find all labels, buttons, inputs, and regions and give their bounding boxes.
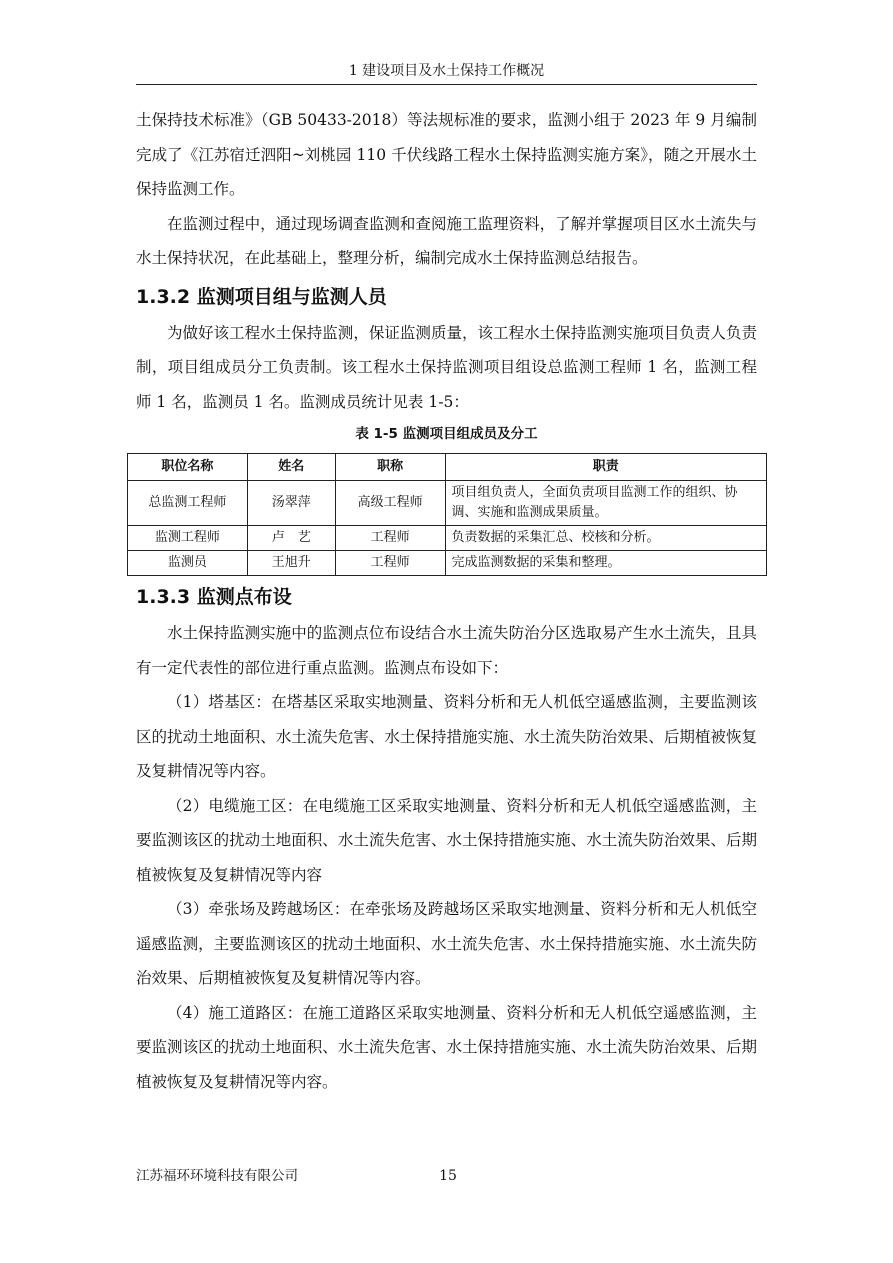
table-cell: 卢 艺 — [247, 526, 335, 551]
footer-company: 江苏福环环境科技有限公司 — [136, 1168, 298, 1184]
header-rule — [136, 84, 757, 85]
paragraph: 水土保持监测实施中的监测点位布设结合水土流失防治分区选取易产生水土流失，且具有一定代表性的部位进行重点监测。监测点布设如下： — [136, 624, 757, 677]
table-header-cell: 职责 — [445, 454, 766, 481]
paragraph: （1）塔基区：在塔基区采取实地测量、资料分析和无人机低空遥感监测，主要监测该区的扰动土地面积、水土流失危害、水土保持措施实施、水土流失防治效果、后期植被恢复及复耕情况等内容。 — [136, 693, 757, 780]
table-cell: 王旭升 — [247, 551, 335, 576]
paragraph: 为做好该工程水土保持监测，保证监测质量，该工程水土保持监测实施项目负责人负责制，项目组成员分工负责制。该工程水土保持监测项目组设总监测工程师 1 名，监测工程师 1 名，监测员 1 名。监测成员统计见表 1-5： — [136, 323, 757, 411]
paragraph: （3）牵张场及跨越场区：在牵张场及跨越场区采取实地测量、资料分析和无人机低空遥感监测，主要监测该区的扰动土地面积、水土流失危害、水土保持措施实施、水土流失防治效果、后期植被恢复及复耕情况等内容。 — [136, 900, 757, 987]
table-header-cell: 职位名称 — [128, 454, 248, 481]
table-cell: 高级工程师 — [335, 481, 445, 526]
table-header-cell: 姓名 — [247, 454, 335, 481]
table-row — [128, 526, 767, 551]
table-caption: 表 1-5 监测项目组成员及分工 — [355, 426, 538, 442]
table-cell: 完成监测数据的采集和整理。 — [445, 551, 766, 576]
section-heading-1-3-2: 1.3.2 监测项目组与监测人员 — [136, 285, 387, 308]
members-table — [127, 453, 767, 576]
section-heading-1-3-3: 1.3.3 监测点布设 — [136, 586, 292, 608]
table-cell: 工程师 — [335, 526, 445, 551]
table-cell: 监测员 — [128, 551, 248, 576]
table-row — [128, 481, 767, 526]
table-cell: 汤翠萍 — [247, 481, 335, 526]
table-cell: 监测工程师 — [128, 526, 248, 551]
paragraph: （4）施工道路区：在施工道路区采取实地测量、资料分析和无人机低空遥感监测，主要监测该区的扰动土地面积、水土流失危害、水土保持措施实施、水土流失防治效果、后期植被恢复及复耕情况等内容。 — [136, 1003, 757, 1091]
table-header-cell: 职称 — [335, 454, 445, 481]
page-number: 15 — [439, 1168, 457, 1184]
table-header-row — [128, 454, 767, 481]
page-content — [136, 103, 757, 1099]
table-cell: 总监测工程师 — [128, 481, 248, 526]
table-cell: 负责数据的采集汇总、校核和分析。 — [445, 526, 766, 551]
paragraph: 土保持技术标准》（GB 50433-2018）等法规标准的要求，监测小组于 2023 年 9 月编制完成了《江苏宿迁泗阳~刘桃园 110 千伏线路工程水土保持监测实施方案》，随之开展水土保持监测工作。 — [136, 111, 757, 198]
table-cell: 工程师 — [335, 551, 445, 576]
paragraph: 在监测过程中，通过现场调查监测和查阅施工监理资料，了解并掌握项目区水土流失与水土保持状况，在此基础上，整理分析，编制完成水土保持监测总结报告。 — [136, 214, 757, 267]
page-header: 1 建设项目及水土保持工作概况 — [348, 63, 545, 79]
table-row — [128, 551, 767, 576]
paragraph: （2）电缆施工区：在电缆施工区采取实地测量、资料分析和无人机低空遥感监测，主要监测该区的扰动土地面积、水土流失危害、水土保持措施实施、水土流失防治效果、后期植被恢复及复耕情况等内容 — [136, 796, 757, 884]
table-cell: 项目组负责人，全面负责项目监测工作的组织、协调、实施和监测成果质量。 — [445, 481, 766, 526]
